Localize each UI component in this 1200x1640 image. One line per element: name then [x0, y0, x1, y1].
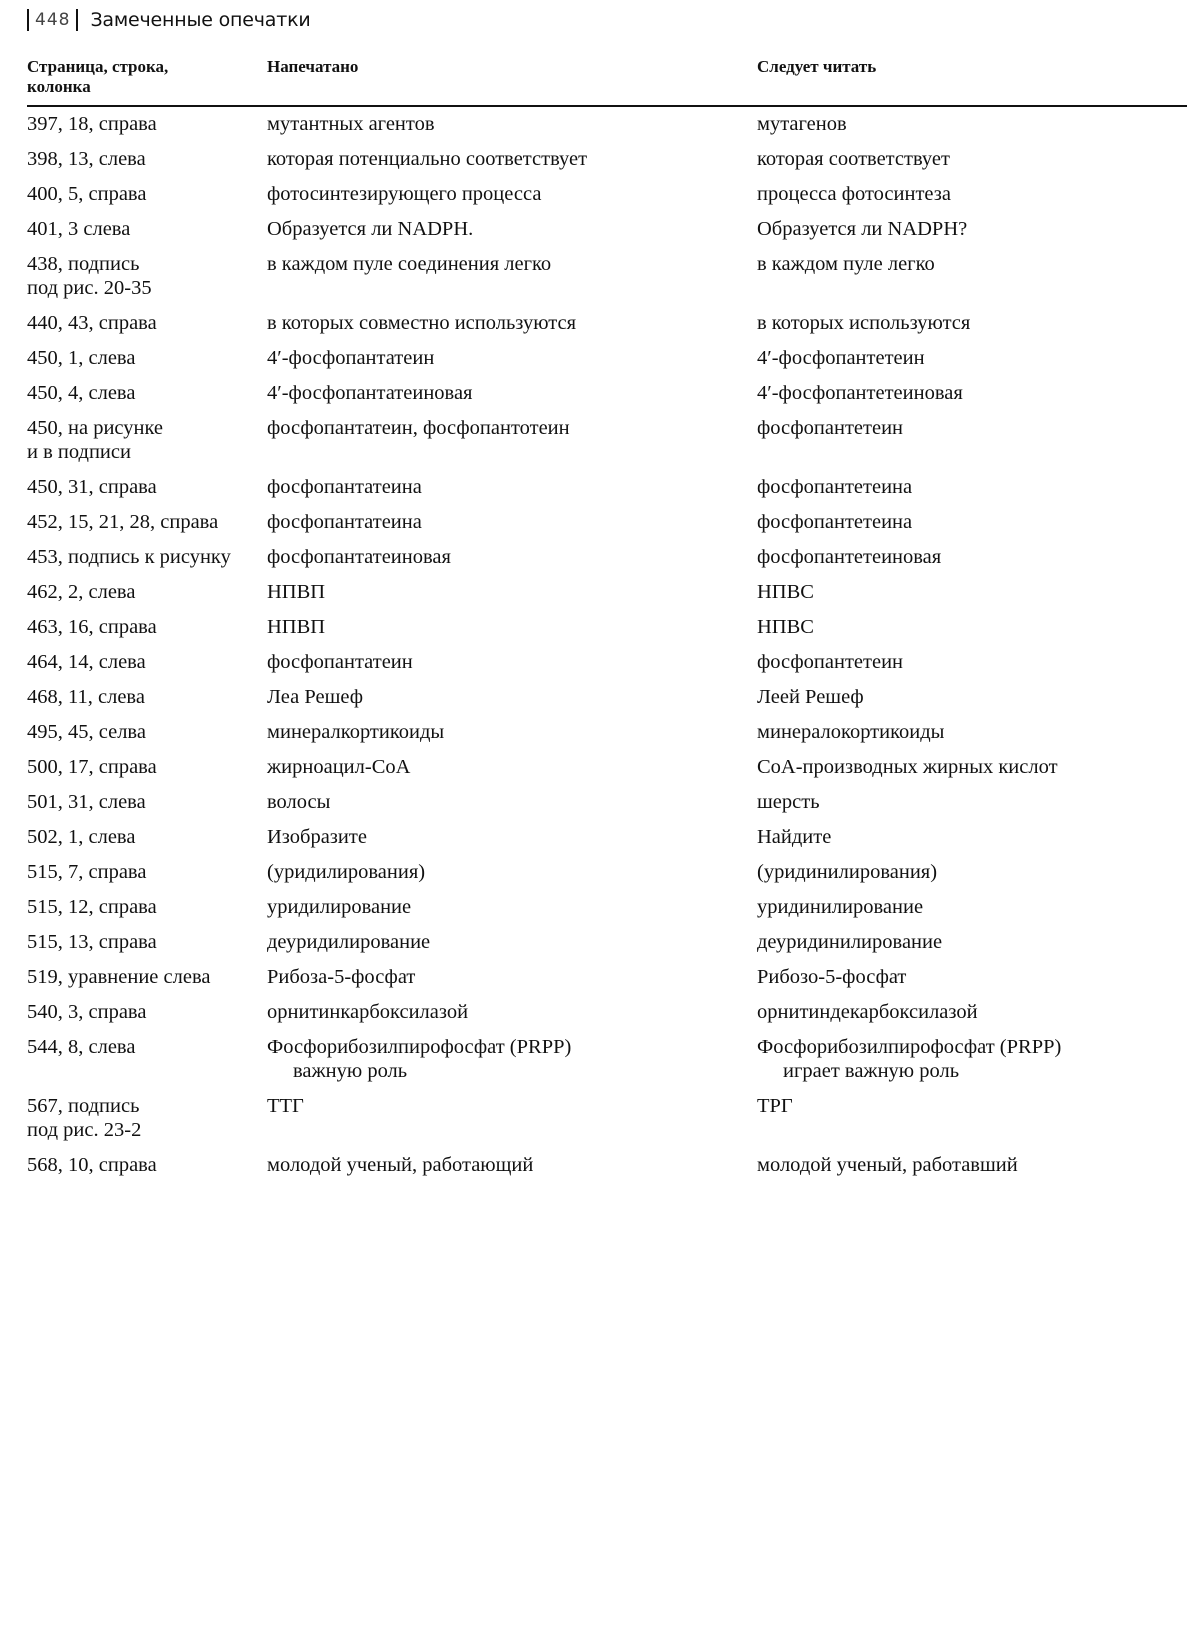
cell-text: НПВС [757, 616, 814, 638]
cell-text: 440, 43, справа [27, 312, 157, 334]
table-row [27, 1030, 1187, 1089]
cell-printed [267, 381, 757, 405]
cell-text: 568, 10, справа [27, 1154, 157, 1176]
header-correct: Следует читать [757, 57, 877, 76]
cell-text: молодой ученый, работавший [757, 1154, 1018, 1176]
table-row [27, 212, 1187, 247]
table-row [27, 925, 1187, 960]
running-title: Замеченные опечатки [90, 9, 311, 31]
cell-printed [267, 580, 757, 604]
cell-location [27, 1035, 267, 1059]
cell-text: орнитинкарбоксилазой [267, 1001, 469, 1023]
cell-text: которая соответствует [757, 148, 950, 170]
cell-printed [267, 1153, 757, 1177]
cell-location [27, 346, 267, 370]
cell-text: НПВС [757, 581, 814, 603]
cell-text: 515, 7, справа [27, 861, 147, 883]
cell-text: (уридинилирования) [757, 861, 938, 883]
table-row [27, 820, 1187, 855]
table-row [27, 995, 1187, 1030]
cell-correct [757, 182, 1187, 206]
cell-location [27, 1153, 267, 1177]
cell-printed [267, 252, 757, 276]
cell-text: мутантных агентов [267, 113, 435, 135]
table-row [27, 1148, 1187, 1183]
cell-text: деуридилирование [267, 931, 431, 953]
cell-location [27, 685, 267, 709]
cell-location [27, 965, 267, 989]
table-row [27, 142, 1187, 177]
cell-text: ТРГ [757, 1095, 793, 1117]
cell-printed [267, 1000, 757, 1024]
header-printed: Напечатано [267, 57, 359, 76]
cell-text: CoA-производных жирных кислот [757, 756, 1058, 778]
cell-text: шерсть [757, 791, 820, 813]
cell-text: фосфопантатеин [267, 651, 413, 673]
cell-text: уридинилирование [757, 896, 924, 918]
cell-location [27, 825, 267, 849]
cell-correct [757, 1035, 1187, 1083]
cell-text: Образуется ли NADPH? [757, 218, 968, 240]
cell-correct [757, 685, 1187, 709]
cell-location [27, 720, 267, 744]
cell-text: 502, 1, слева [27, 826, 136, 848]
cell-text: мутагенов [757, 113, 847, 135]
cell-text: фосфопантетеиновая [757, 546, 942, 568]
cell-correct [757, 252, 1187, 276]
cell-correct [757, 475, 1187, 499]
cell-location [27, 381, 267, 405]
cell-correct [757, 545, 1187, 569]
cell-text: минералкортикоиды [267, 721, 445, 743]
cell-location [27, 650, 267, 674]
cell-printed [267, 1094, 757, 1118]
cell-location [27, 930, 267, 954]
cell-correct [757, 311, 1187, 335]
table-row [27, 610, 1187, 645]
cell-text: 4′-фосфопантетеин [757, 347, 925, 369]
cell-text: фосфопантетеин [757, 651, 904, 673]
cell-printed [267, 895, 757, 919]
cell-correct [757, 147, 1187, 171]
cell-text: волосы [267, 791, 331, 813]
cell-text: 398, 13, слева [27, 148, 146, 170]
table-row [27, 1089, 1187, 1148]
table-row [27, 376, 1187, 411]
header-location: Страница, строка, колонка [27, 57, 169, 96]
cell-location [27, 545, 267, 569]
cell-text: Рибозо-5-фосфат [757, 966, 907, 988]
cell-printed [267, 545, 757, 569]
cell-text: молодой ученый, работающий [267, 1154, 534, 1176]
cell-printed [267, 182, 757, 206]
running-head [27, 6, 311, 34]
cell-location [27, 755, 267, 779]
cell-location [27, 475, 267, 499]
table-row [27, 960, 1187, 995]
cell-correct [757, 217, 1187, 241]
cell-correct [757, 895, 1187, 919]
cell-text: Фосфорибозилпирофосфат (PRPP) [757, 1036, 1062, 1058]
cell-text: 544, 8, слева [27, 1036, 136, 1058]
cell-text: фосфопантетеина [757, 476, 913, 498]
cell-text: Изобразите [267, 826, 367, 848]
table-row [27, 855, 1187, 890]
cell-correct [757, 720, 1187, 744]
table-row [27, 505, 1187, 540]
errata-table [27, 55, 1187, 1176]
cell-text: НПВП [267, 616, 326, 638]
cell-correct [757, 416, 1187, 440]
cell-text: фосфопантетеина [757, 511, 913, 533]
cell-printed [267, 650, 757, 674]
cell-text: процесса фотосинтеза [757, 183, 951, 205]
cell-printed [267, 1035, 757, 1083]
cell-text: которая потенциально соответствует [267, 148, 588, 170]
cell-text: уридилирование [267, 896, 412, 918]
table-row [27, 785, 1187, 820]
cell-location [27, 112, 267, 136]
cell-printed [267, 510, 757, 534]
cell-correct [757, 965, 1187, 989]
cell-text: играет важную роль [783, 1060, 960, 1082]
cell-text: 468, 11, слева [27, 686, 145, 708]
cell-text: 519, уравнение слева [27, 966, 211, 988]
page-number: 448 [35, 10, 71, 30]
cell-text: 400, 5, справа [27, 183, 147, 205]
cell-text: Леа Решеф [267, 686, 363, 708]
cell-text: (уридилирования) [267, 861, 426, 883]
cell-location [27, 860, 267, 884]
cell-text: 450, 4, слева [27, 382, 136, 404]
cell-correct [757, 1153, 1187, 1177]
cell-text: 515, 12, справа [27, 896, 157, 918]
cell-printed [267, 615, 757, 639]
table-row [27, 645, 1187, 680]
cell-text: фосфопантатеиновая [267, 546, 451, 568]
cell-text: 450, 31, справа [27, 476, 157, 498]
cell-correct [757, 790, 1187, 814]
cell-correct [757, 1094, 1187, 1118]
cell-printed [267, 346, 757, 370]
table-row [27, 715, 1187, 750]
cell-printed [267, 475, 757, 499]
cell-text: важную роль [293, 1060, 408, 1082]
cell-correct [757, 755, 1187, 779]
cell-text: деуридинилирование [757, 931, 943, 953]
cell-text: Фосфорибозилпирофосфат (PRPP) [267, 1036, 572, 1058]
cell-location [27, 416, 267, 464]
table-row [27, 247, 1187, 306]
cell-text: 453, подпись к рисунку [27, 546, 231, 568]
cell-text: НПВП [267, 581, 326, 603]
cell-location [27, 217, 267, 241]
cell-text: 450, 1, слева [27, 347, 136, 369]
cell-location [27, 615, 267, 639]
cell-location [27, 510, 267, 534]
cell-location [27, 252, 267, 300]
table-row [27, 306, 1187, 341]
cell-printed [267, 685, 757, 709]
cell-text: Найдите [757, 826, 832, 848]
cell-printed [267, 416, 757, 440]
cell-correct [757, 112, 1187, 136]
cell-text: 567, подпись [27, 1095, 140, 1117]
cell-text: в которых совместно используются [267, 312, 577, 334]
cell-text: фотосинтезирующего процесса [267, 183, 542, 205]
table-row [27, 540, 1187, 575]
cell-text: орнитиндекарбоксилазой [757, 1001, 978, 1023]
cell-text: 495, 45, селва [27, 721, 146, 743]
cell-text: в каждом пуле соединения легко [267, 253, 552, 275]
table-row [27, 750, 1187, 785]
cell-printed [267, 790, 757, 814]
cell-printed [267, 112, 757, 136]
cell-text: фосфопантатеина [267, 511, 422, 533]
table-row [27, 890, 1187, 925]
table-header-row [27, 55, 1187, 107]
cell-correct [757, 615, 1187, 639]
cell-text: в которых используются [757, 312, 971, 334]
cell-text: под рис. 23-2 [27, 1119, 142, 1141]
cell-printed [267, 311, 757, 335]
cell-location [27, 311, 267, 335]
cell-location [27, 182, 267, 206]
cell-text: 4′-фосфопантатеиновая [267, 382, 473, 404]
cell-text: 401, 3 слева [27, 218, 131, 240]
cell-text: 463, 16, справа [27, 616, 157, 638]
cell-correct [757, 346, 1187, 370]
cell-printed [267, 720, 757, 744]
cell-text: в каждом пуле легко [757, 253, 935, 275]
cell-correct [757, 381, 1187, 405]
cell-correct [757, 930, 1187, 954]
cell-correct [757, 1000, 1187, 1024]
cell-text: минералокортикоиды [757, 721, 945, 743]
table-row [27, 575, 1187, 610]
running-head-bar-right [76, 9, 78, 31]
table-row [27, 177, 1187, 212]
cell-text: 501, 31, слева [27, 791, 146, 813]
cell-correct [757, 825, 1187, 849]
cell-text: жирноацил-CoA [267, 756, 411, 778]
cell-correct [757, 650, 1187, 674]
cell-text: ТТГ [267, 1095, 304, 1117]
cell-text: фосфопантатеина [267, 476, 422, 498]
cell-correct [757, 580, 1187, 604]
cell-text: 4′-фосфопантатеин [267, 347, 435, 369]
cell-printed [267, 930, 757, 954]
table-row [27, 470, 1187, 505]
cell-location [27, 790, 267, 814]
cell-text: 452, 15, 21, 28, справа [27, 511, 219, 533]
cell-text: под рис. 20-35 [27, 277, 152, 299]
cell-text: 515, 13, справа [27, 931, 157, 953]
cell-text: фосфопантатеин, фосфопантотеин [267, 417, 570, 439]
cell-correct [757, 510, 1187, 534]
cell-text: Образуется ли NADPH. [267, 218, 474, 240]
cell-text: 397, 18, справа [27, 113, 157, 135]
cell-text: 464, 14, слева [27, 651, 146, 673]
cell-text: 4′-фосфопантетеиновая [757, 382, 963, 404]
cell-printed [267, 217, 757, 241]
cell-location [27, 895, 267, 919]
cell-location [27, 1094, 267, 1142]
cell-text: 540, 3, справа [27, 1001, 147, 1023]
cell-printed [267, 825, 757, 849]
cell-text: фосфопантетеин [757, 417, 904, 439]
cell-text: Рибоза-5-фосфат [267, 966, 416, 988]
cell-printed [267, 965, 757, 989]
cell-printed [267, 147, 757, 171]
cell-location [27, 147, 267, 171]
cell-text: 438, подпись [27, 253, 140, 275]
table-body [27, 107, 1187, 1183]
table-row [27, 341, 1187, 376]
cell-text: 462, 2, слева [27, 581, 136, 603]
cell-printed [267, 755, 757, 779]
cell-text: Леей Решеф [757, 686, 864, 708]
table-row [27, 680, 1187, 715]
cell-printed [267, 860, 757, 884]
cell-location [27, 580, 267, 604]
cell-correct [757, 860, 1187, 884]
table-row [27, 411, 1187, 470]
cell-location [27, 1000, 267, 1024]
table-row [27, 107, 1187, 142]
cell-text: 450, на рисунке [27, 417, 164, 439]
cell-text: 500, 17, справа [27, 756, 157, 778]
cell-text: и в подписи [27, 441, 131, 463]
